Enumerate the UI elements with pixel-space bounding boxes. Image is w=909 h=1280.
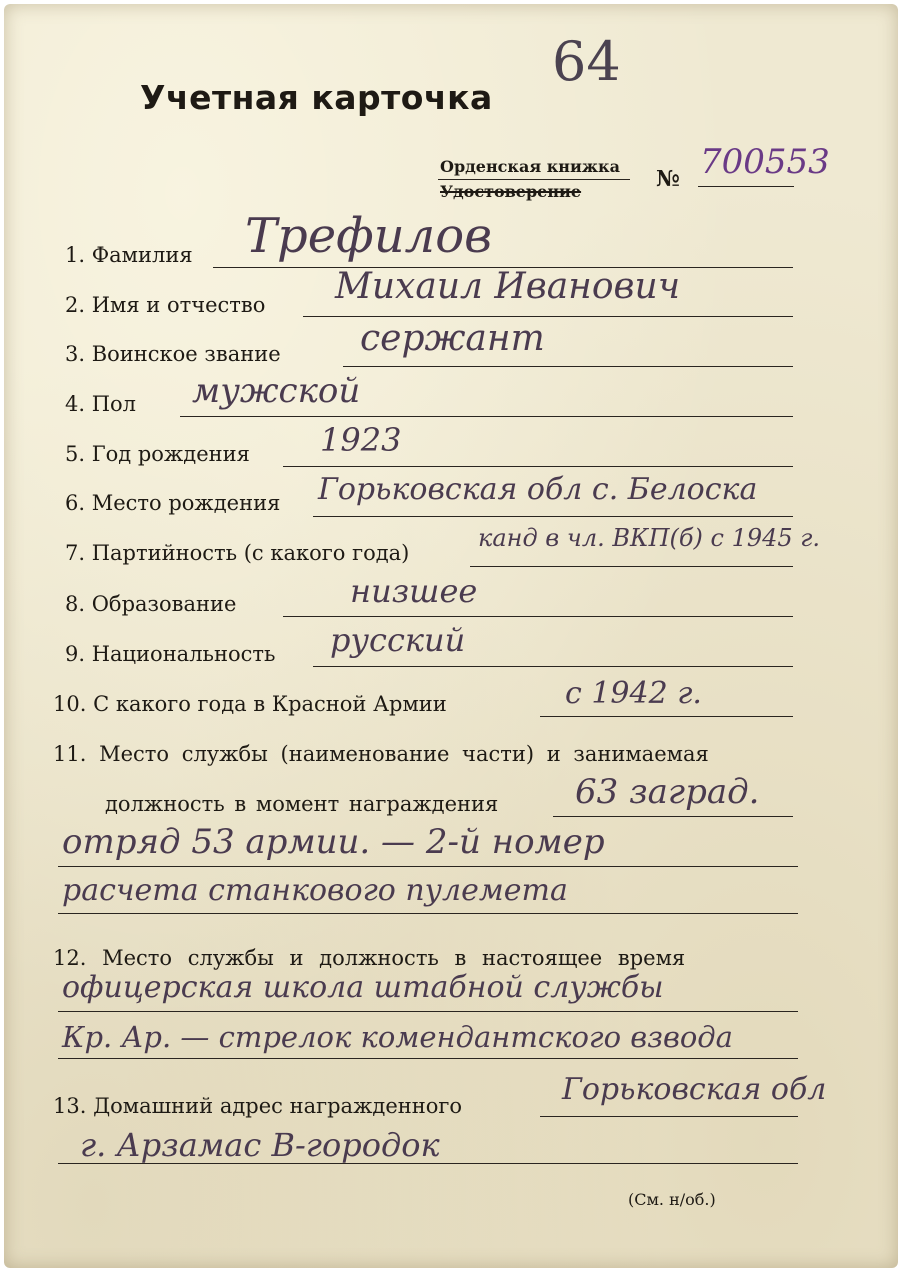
field-service-value-line3: расчета станкового пулемета: [62, 873, 568, 908]
field-rank-line: [343, 366, 793, 367]
field-service-line1: [553, 816, 793, 817]
field-birth-year-line: [283, 466, 793, 467]
field-birthplace-label: 6. Место рождения: [65, 491, 281, 515]
see-reverse-note: (См. н/об.): [628, 1190, 716, 1209]
booklet-underline: [438, 179, 630, 180]
field-army-since-value: с 1942 г.: [565, 676, 702, 711]
field-service-value-line2: отряд 53 армии. — 2-й номер: [62, 822, 605, 862]
field-sex-value: мужской: [192, 371, 361, 411]
number-sign: №: [656, 166, 680, 192]
field-name-line: [303, 316, 793, 317]
field-army-since-line: [540, 716, 793, 717]
field-education-label: 8. Образование: [65, 592, 237, 616]
field-service-value-line1: 63 заград.: [575, 772, 760, 812]
field-current-service-line1: [58, 1011, 798, 1012]
field-service-line3: [58, 913, 798, 914]
field-education-line: [283, 616, 793, 617]
field-army-since-label: 10. С какого года в Красной Армии: [53, 692, 447, 716]
field-home-address-line1: [540, 1116, 798, 1117]
field-current-service-value-line2: Кр. Ар. — стрелок комендантского взвода: [62, 1020, 733, 1054]
field-birth-year-value: 1923: [320, 421, 402, 459]
field-rank-label: 3. Воинское звание: [65, 342, 281, 366]
number-underline: [698, 186, 794, 187]
field-current-service-label: 12. Место службы и должность в настоящее время: [53, 946, 686, 970]
field-party-value: канд в чл. ВКП(б) с 1945 г.: [478, 524, 821, 552]
field-nationality-label: 9. Национальность: [65, 642, 276, 666]
field-current-service-value-line1: офицерская школа штабной службы: [62, 970, 664, 1005]
field-service-label-line1: 11. Место службы (наименование части) и занимаемая: [53, 742, 709, 766]
field-birthplace-line: [313, 516, 793, 517]
field-name-value: Михаил Иванович: [335, 266, 681, 307]
field-sex-line: [180, 416, 793, 417]
field-surname-value: Трефилов: [245, 208, 493, 264]
field-current-service-line2: [58, 1058, 798, 1059]
field-rank-value: сержант: [360, 318, 545, 359]
field-education-value: низшее: [350, 572, 478, 610]
field-nationality-value: русский: [330, 621, 466, 659]
order-booklet-number: 700553: [700, 142, 830, 182]
field-sex-label: 4. Пол: [65, 392, 137, 416]
field-birth-year-label: 5. Год рождения: [65, 442, 250, 466]
field-surname-label: 1. Фамилия: [65, 243, 193, 267]
certificate-label: Удостоверение: [440, 182, 582, 201]
field-birthplace-value: Горьковская обл с. Белоска: [318, 472, 758, 507]
field-home-address-label: 13. Домашний адрес награжденного: [53, 1094, 463, 1118]
field-service-label-line2: должность в момент награждения: [105, 792, 499, 816]
field-party-line: [470, 566, 793, 567]
field-nationality-line: [313, 666, 793, 667]
field-party-label: 7. Партийность (с какого года): [65, 541, 410, 565]
booklet-label: Орденская книжка: [440, 157, 620, 176]
field-name-label: 2. Имя и отчество: [65, 293, 266, 317]
field-home-address-value-line1: Горьковская обл: [562, 1072, 827, 1107]
field-home-address-value-line2: г. Арзамас В-городок: [80, 1126, 440, 1164]
archive-number: 64: [552, 30, 621, 93]
field-service-line2: [58, 866, 798, 867]
card-title: Учетная карточка: [140, 78, 493, 117]
